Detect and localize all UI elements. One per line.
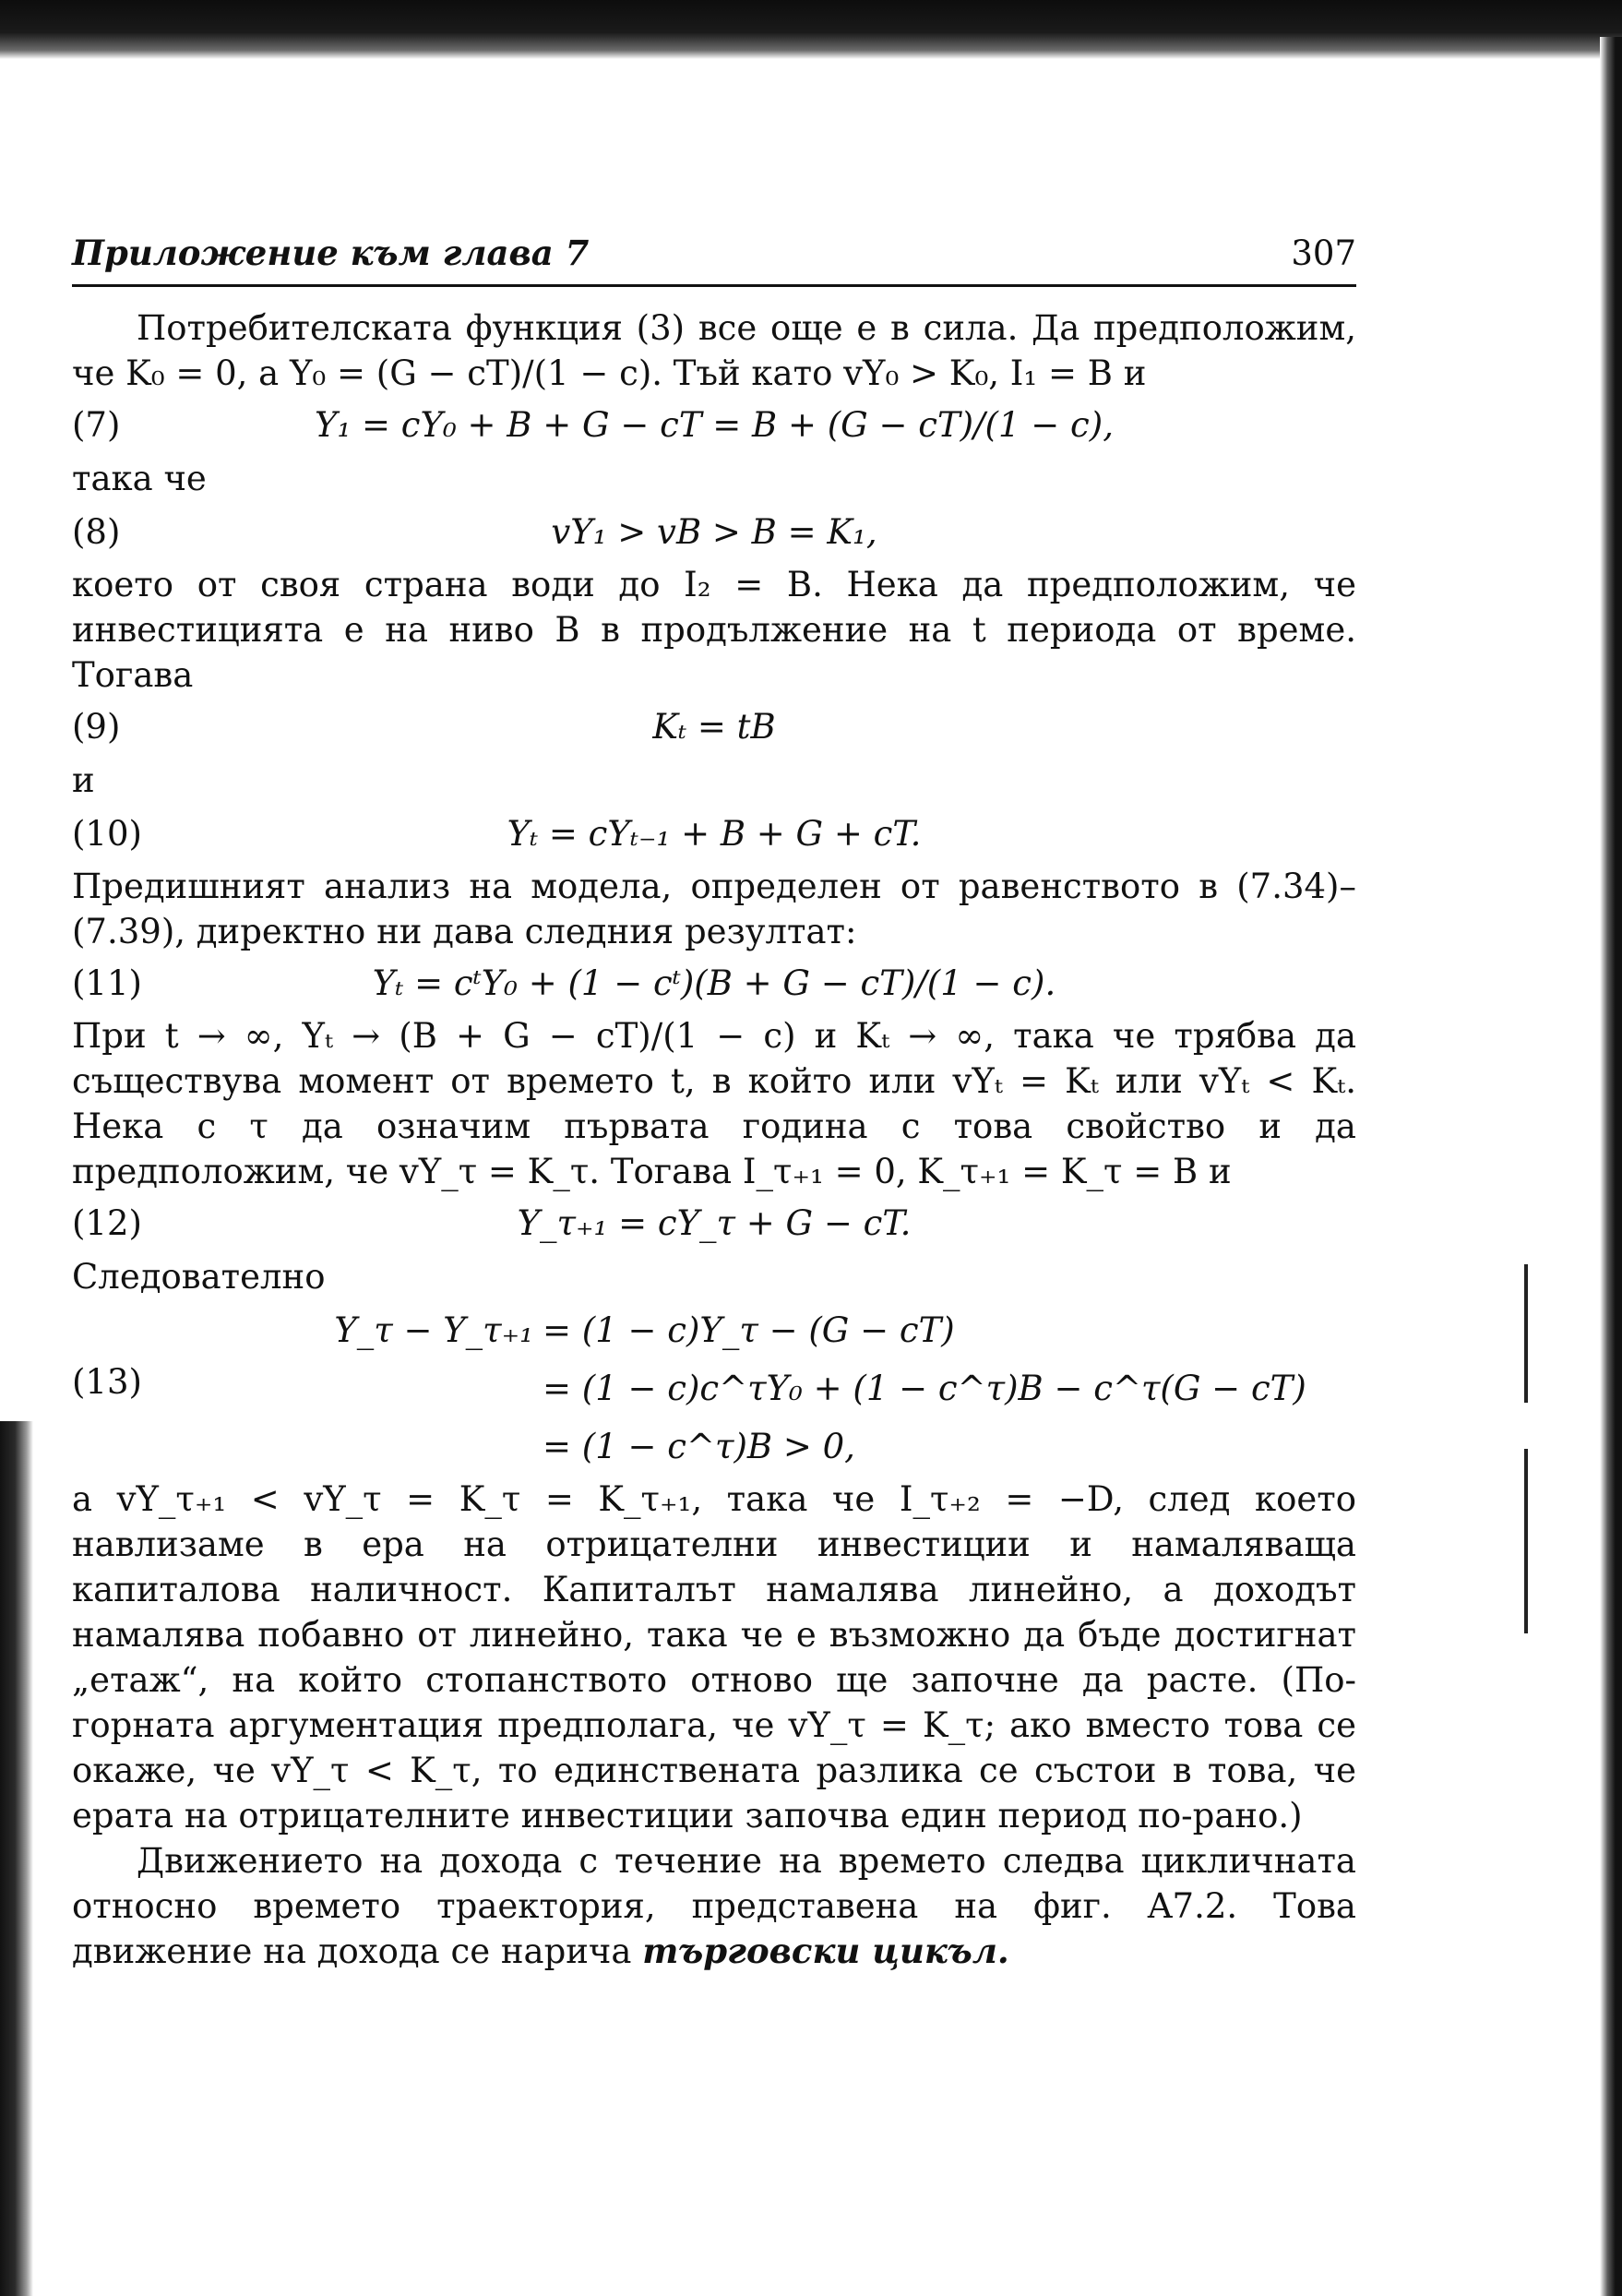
equation-number: (11) xyxy=(72,963,142,1003)
scan-left-border xyxy=(0,1421,33,2296)
equation-body: Kₜ = tB xyxy=(652,707,776,747)
equation-11 xyxy=(72,954,1356,1013)
equation-7 xyxy=(72,396,1356,455)
scan-right-border xyxy=(1600,37,1622,2296)
equation-number: (13) xyxy=(72,1362,142,1402)
equation-number: (8) xyxy=(72,512,121,552)
header-title: Приложение към глава 7 xyxy=(72,233,590,273)
equation-body: Yₜ = cYₜ₋₁ + B + G + cT. xyxy=(507,814,922,854)
connector-text: и xyxy=(72,760,95,800)
equation-body: vY₁ > vB > B = K₁, xyxy=(551,512,877,552)
equation-body: Y₁ = cY₀ + B + G − cT = B + (G − cT)/(1 − c), xyxy=(315,405,1114,445)
equation-8 xyxy=(72,503,1356,562)
equation-10 xyxy=(72,805,1356,864)
page-number: 307 xyxy=(1291,233,1356,273)
paragraph: което от своя страна води до I₂ = B. Нека да предположим, че инвестицията е на ниво B в продължение на t периода от време. Тогава xyxy=(72,565,1356,695)
equation-body: Y_τ₊₁ = cY_τ + G − cT. xyxy=(517,1203,912,1243)
connector-text: Следователно xyxy=(72,1257,326,1297)
equation-number: (7) xyxy=(72,405,121,445)
connector-text: така че xyxy=(72,459,207,498)
paragraph: Потребителската функция (3) все още е в сила. Да предположим, че K₀ = 0, а Y₀ = (G − cT)/(1 − c). Тъй като vY₀ > K₀, I₁ = B и xyxy=(72,308,1356,393)
term-business-cycle: търговски цикъл. xyxy=(642,1931,1009,1971)
paragraph xyxy=(72,1838,1356,1974)
paragraph: Предишният анализ на модела, определен от равенството в (7.34)–(7.39), директно ни дава следния резултат: xyxy=(72,867,1356,951)
paragraph: При t → ∞, Yₜ → (B + G − cT)/(1 − c) и Kₜ → ∞, така че трябва да съществува момент от времето t, в който или vYₜ = Kₜ или vYₜ < Kₜ. Нека с τ да означим първата година с това свойство и да предположим, че vY_τ = K_τ. Тогава I_τ₊₁ = 0, K_τ₊₁ = K_τ = B и xyxy=(72,1016,1356,1191)
paragraph-text: Движението на дохода с течение на времето следва цикличната относно времето траектория, представена на фиг. A7.2. Това движение на дохода се нарича xyxy=(72,1841,1356,1971)
page xyxy=(72,231,1356,1974)
equation-9 xyxy=(72,698,1356,757)
equation-line: = (1 − c^τ)B > 0, xyxy=(543,1427,855,1466)
equation-12 xyxy=(72,1194,1356,1253)
running-header xyxy=(72,231,1356,287)
equation-lhs: Y_τ − Y_τ₊₁ xyxy=(334,1310,533,1350)
paragraph: а vY_τ₊₁ < vY_τ = K_τ = K_τ₊₁, така че I_τ₊₂ = −D, след което навлизаме в ера на отрицателни инвестиции и намаляваща капиталова наличност. Капиталът намалява линейно, а доходът намалява побавно от линейно, така че е възможно да бъде достигнат „етаж“, на който стопанството отново ще започне да расте. (По-горната аргументация предполага, че vY_τ = K_τ; ако вместо това се окаже, че vY_τ < K_τ, то единствената разлика се състои в това, че ерата на отрицателните инвестиции започва един период по-рано.) xyxy=(72,1479,1356,1836)
equation-line: = (1 − c)c^τY₀ + (1 − c^τ)B − c^τ(G − cT) xyxy=(543,1369,1306,1408)
scan-mark xyxy=(1524,1264,1528,1403)
equation-number: (9) xyxy=(72,707,121,747)
equation-13 xyxy=(72,1301,1356,1477)
scan-top-border xyxy=(0,0,1622,59)
equation-number: (10) xyxy=(72,814,142,854)
scan-mark xyxy=(1524,1449,1528,1633)
equation-number: (12) xyxy=(72,1203,142,1243)
equation-body: Yₜ = cᵗY₀ + (1 − cᵗ)(B + G − cT)/(1 − c). xyxy=(372,963,1056,1003)
equation-line: = (1 − c)Y_τ − (G − cT) xyxy=(543,1310,955,1350)
